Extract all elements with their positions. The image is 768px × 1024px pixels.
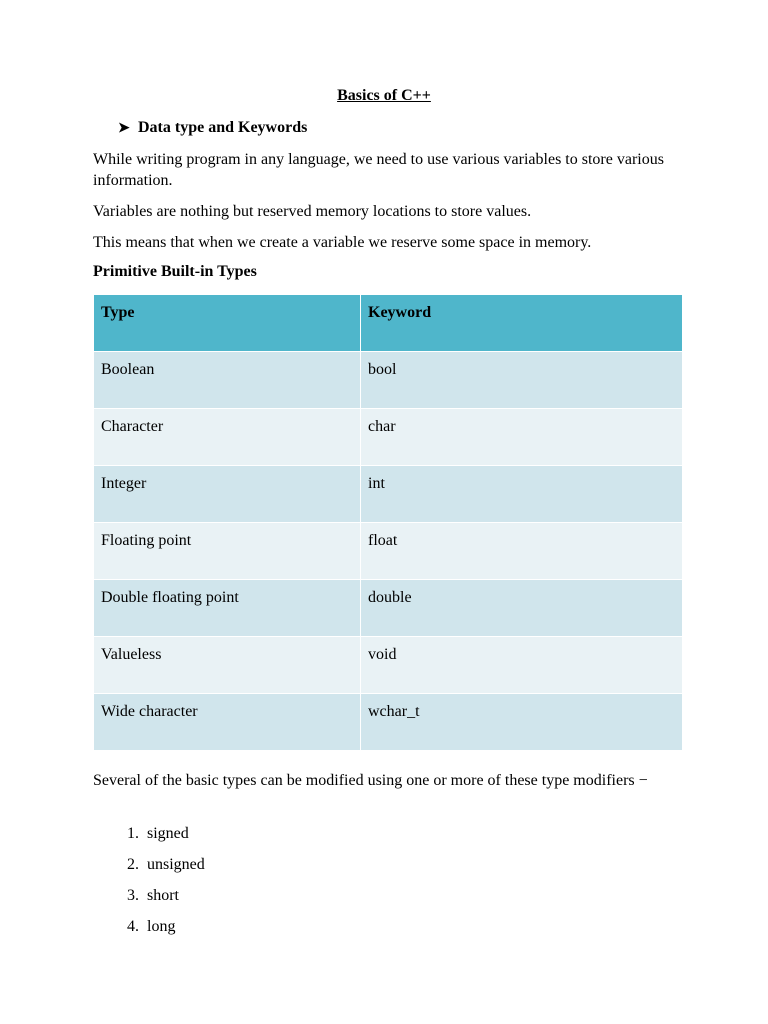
paragraph-3: This means that when we create a variable we reserve some space in memory. xyxy=(93,234,592,251)
keyword-cell: char xyxy=(361,409,683,466)
list-number: 4. xyxy=(127,918,139,935)
keyword-cell: float xyxy=(361,523,683,580)
keyword-cell: wchar_t xyxy=(361,694,683,751)
keyword-cell: void xyxy=(361,637,683,694)
paragraph-1: While writing program in any language, we need to use various variables to store various information. xyxy=(93,151,664,189)
list-number: 2. xyxy=(127,856,139,873)
keyword-cell: bool xyxy=(361,352,683,409)
list-item xyxy=(93,854,205,885)
keyword-cell: double xyxy=(361,580,683,637)
list-item xyxy=(93,916,205,947)
header-type: Type xyxy=(94,295,361,352)
type-cell: Wide character xyxy=(94,694,361,751)
type-cell: Floating point xyxy=(94,523,361,580)
type-cell: Double floating point xyxy=(94,580,361,637)
paragraph-2: Variables are nothing but reserved memory locations to store values. xyxy=(93,203,532,220)
table-row xyxy=(94,523,683,580)
type-cell: Boolean xyxy=(94,352,361,409)
list-text: short xyxy=(147,887,179,904)
list-item xyxy=(93,885,205,916)
table-row xyxy=(94,409,683,466)
type-cell: Integer xyxy=(94,466,361,523)
list-text: signed xyxy=(147,825,189,842)
arrow-bullet-icon: ➤ xyxy=(118,121,130,136)
page-title: Basics of C++ xyxy=(337,87,431,104)
section-heading xyxy=(118,119,307,137)
type-cell: Character xyxy=(94,409,361,466)
modifiers-list xyxy=(93,823,205,947)
list-text: unsigned xyxy=(147,856,205,873)
header-keyword: Keyword xyxy=(361,295,683,352)
table-row xyxy=(94,466,683,523)
list-item xyxy=(93,823,205,854)
list-text: long xyxy=(147,918,176,935)
table-header-row xyxy=(94,295,683,352)
list-number: 3. xyxy=(127,887,139,904)
type-cell: Valueless xyxy=(94,637,361,694)
table-row xyxy=(94,580,683,637)
table-title: Primitive Built-in Types xyxy=(93,263,257,280)
table-row xyxy=(94,352,683,409)
keyword-cell: int xyxy=(361,466,683,523)
data-types-table xyxy=(93,294,683,751)
list-number: 1. xyxy=(127,825,139,842)
modifiers-intro: Several of the basic types can be modified using one or more of these type modifiers − xyxy=(93,772,648,789)
section-heading-text: Data type and Keywords xyxy=(138,119,308,136)
table-row xyxy=(94,694,683,751)
table-row xyxy=(94,637,683,694)
